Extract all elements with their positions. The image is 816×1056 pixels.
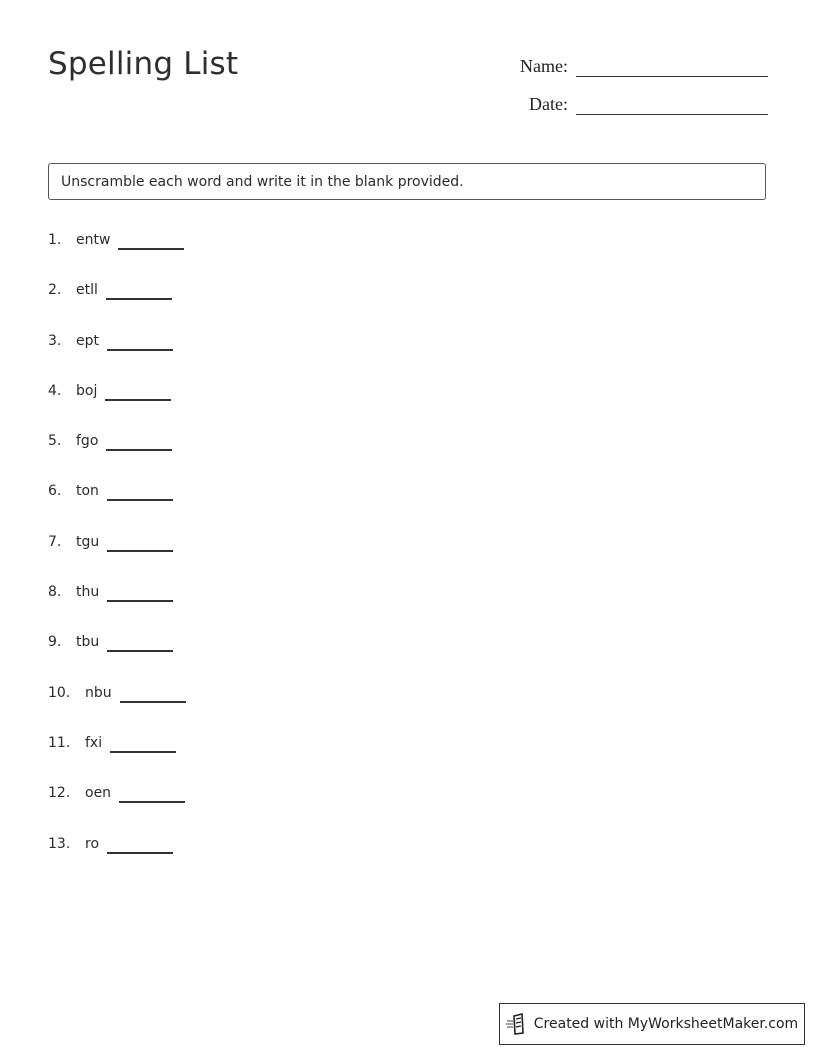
- list-item: [48, 380, 186, 430]
- item-number: 4.: [48, 382, 62, 399]
- date-label: Date:: [529, 94, 568, 114]
- answer-blank[interactable]: [106, 279, 172, 300]
- item-number: 6.: [48, 483, 62, 500]
- name-blank-line[interactable]: [576, 52, 768, 77]
- list-item: [48, 330, 186, 380]
- item-number: 13.: [48, 835, 71, 852]
- answer-blank[interactable]: [106, 430, 172, 451]
- name-field-row: [520, 52, 768, 77]
- list-item: [48, 581, 186, 631]
- scrambled-word: fxi: [85, 734, 103, 751]
- scrambled-word: tgu: [76, 533, 100, 550]
- date-field-row: [529, 90, 768, 115]
- scrambled-word: entw: [76, 232, 111, 248]
- answer-blank[interactable]: [107, 531, 173, 552]
- scrambled-word: ept: [76, 332, 99, 349]
- created-with-badge[interactable]: [499, 1003, 805, 1045]
- item-number: 9.: [48, 634, 62, 651]
- item-number: 8.: [48, 584, 62, 601]
- list-item: [48, 480, 186, 530]
- list-item: [48, 631, 186, 681]
- scrambled-word: ton: [76, 483, 99, 500]
- item-number: 1.: [48, 232, 62, 248]
- answer-blank[interactable]: [107, 480, 173, 501]
- scrambled-word: nbu: [85, 684, 112, 701]
- item-number: 7.: [48, 533, 62, 550]
- worksheet-maker-logo-icon: [506, 1013, 526, 1035]
- answer-blank[interactable]: [120, 682, 186, 703]
- item-number: 12.: [48, 785, 71, 802]
- answer-blank[interactable]: [107, 330, 173, 351]
- item-number: 11.: [48, 734, 71, 751]
- list-item: [48, 833, 186, 883]
- list-item: [48, 782, 186, 832]
- worksheet-title: Spelling List: [48, 46, 239, 82]
- item-number: 3.: [48, 332, 62, 349]
- scrambled-word: oen: [85, 785, 112, 802]
- list-item: [48, 531, 186, 581]
- item-number: 2.: [48, 282, 62, 299]
- item-number: 5.: [48, 433, 62, 450]
- answer-blank[interactable]: [107, 833, 173, 854]
- list-item: [48, 279, 186, 329]
- list-item: [48, 430, 186, 480]
- instructions-box: Unscramble each word and write it in the blank provided.: [48, 163, 766, 200]
- scrambled-word: etll: [76, 282, 98, 299]
- footer-text: Created with MyWorksheetMaker.com: [533, 1016, 799, 1032]
- word-list: [48, 229, 186, 883]
- scrambled-word: tbu: [76, 634, 100, 651]
- answer-blank[interactable]: [118, 229, 184, 250]
- answer-blank[interactable]: [105, 380, 171, 401]
- list-item: [48, 732, 186, 782]
- answer-blank[interactable]: [110, 732, 176, 753]
- list-item: [48, 229, 186, 279]
- list-item: [48, 682, 186, 732]
- answer-blank[interactable]: [107, 631, 173, 652]
- name-label: Name:: [520, 56, 568, 76]
- date-blank-line[interactable]: [576, 90, 768, 115]
- answer-blank[interactable]: [119, 782, 185, 803]
- scrambled-word: thu: [76, 584, 100, 601]
- answer-blank[interactable]: [107, 581, 173, 602]
- item-number: 10.: [48, 684, 71, 701]
- scrambled-word: ro: [85, 835, 100, 852]
- scrambled-word: boj: [76, 382, 98, 399]
- scrambled-word: fgo: [76, 433, 99, 450]
